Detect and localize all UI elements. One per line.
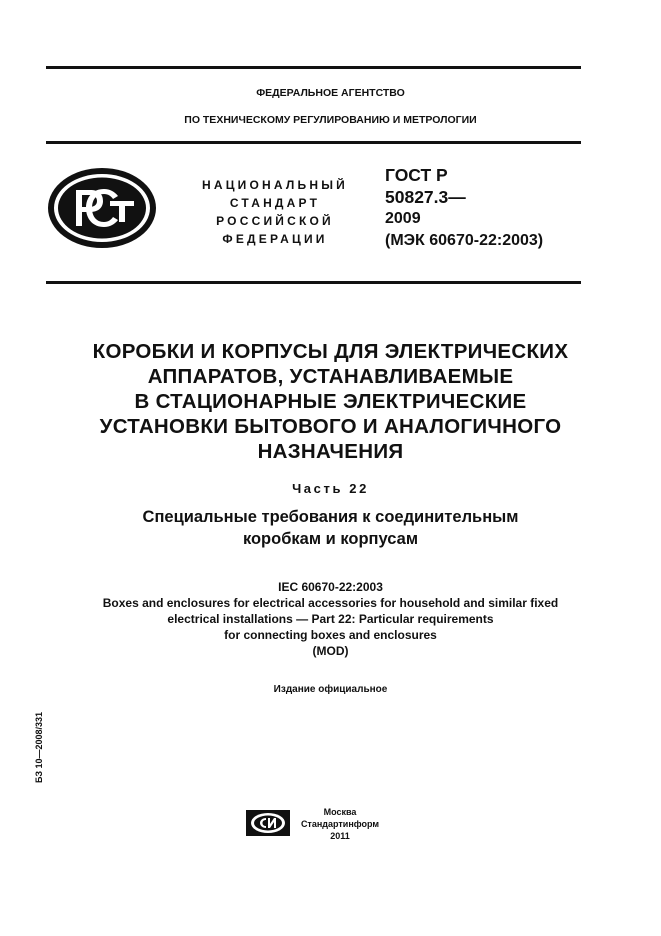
english-line: (MOD) — [312, 644, 349, 658]
national-line: РОССИЙСКОЙ — [216, 214, 334, 228]
title-line: В СТАЦИОНАРНЫЕ ЭЛЕКТРИЧЕСКИЕ — [134, 390, 527, 413]
english-line: Boxes and enclosures for electrical accessories for household and similar fixed — [102, 596, 559, 610]
top-rule — [46, 66, 581, 69]
side-code: БЗ 10—2008/331 — [34, 711, 44, 783]
national-line: НАЦИОНАЛЬНЫЙ — [201, 178, 349, 192]
edition-label: Издание официальное — [273, 684, 388, 695]
publisher-city: Москва — [323, 807, 357, 817]
standartinform-logo — [246, 810, 290, 841]
agency-line-1: ФЕДЕРАЛЬНОЕ АГЕНТСТВО — [256, 87, 405, 99]
subtitle-line: Специальные требования к соединительным — [142, 508, 519, 526]
publisher-block — [300, 806, 380, 842]
agency-line-2: ПО ТЕХНИЧЕСКОМУ РЕГУЛИРОВАНИЮ И МЕТРОЛОГИИ — [184, 114, 477, 126]
english-line: for connecting boxes and enclosures — [224, 628, 437, 642]
middle-rule — [46, 281, 581, 284]
english-line: electrical installations — Part 22: Particular requirements — [167, 612, 494, 626]
publisher-year: 2011 — [330, 831, 350, 841]
gost-line-1: ГОСТ Р — [385, 165, 448, 185]
header-rule — [46, 141, 581, 144]
part-label: Часть 22 — [292, 481, 369, 496]
publisher-name: Стандартинформ — [300, 819, 380, 829]
title-line: КОРОБКИ И КОРПУСЫ ДЛЯ ЭЛЕКТРИЧЕСКИХ — [92, 340, 569, 363]
national-line: СТАНДАРТ — [229, 196, 321, 210]
gost-line-2: 50827.3— — [385, 187, 466, 207]
english-line: IEC 60670-22:2003 — [278, 580, 383, 594]
english-title-block — [30, 579, 631, 659]
subtitle-line: коробкам и корпусам — [242, 530, 419, 548]
document-title — [30, 339, 631, 464]
title-line: АППАРАТОВ, УСТАНАВЛИВАЕМЫЕ — [147, 365, 514, 388]
title-line: УСТАНОВКИ БЫТОВОГО И АНАЛОГИЧНОГО — [99, 415, 562, 438]
rst-logo — [46, 166, 158, 255]
iec-reference: (МЭК 60670-22:2003) — [385, 232, 544, 249]
national-standard-label — [170, 176, 380, 248]
national-line: ФЕДЕРАЦИИ — [222, 232, 328, 246]
gost-designation — [385, 164, 543, 252]
gost-line-3: 2009 — [385, 210, 421, 227]
document-subtitle — [40, 506, 621, 550]
title-line: НАЗНАЧЕНИЯ — [257, 440, 404, 463]
